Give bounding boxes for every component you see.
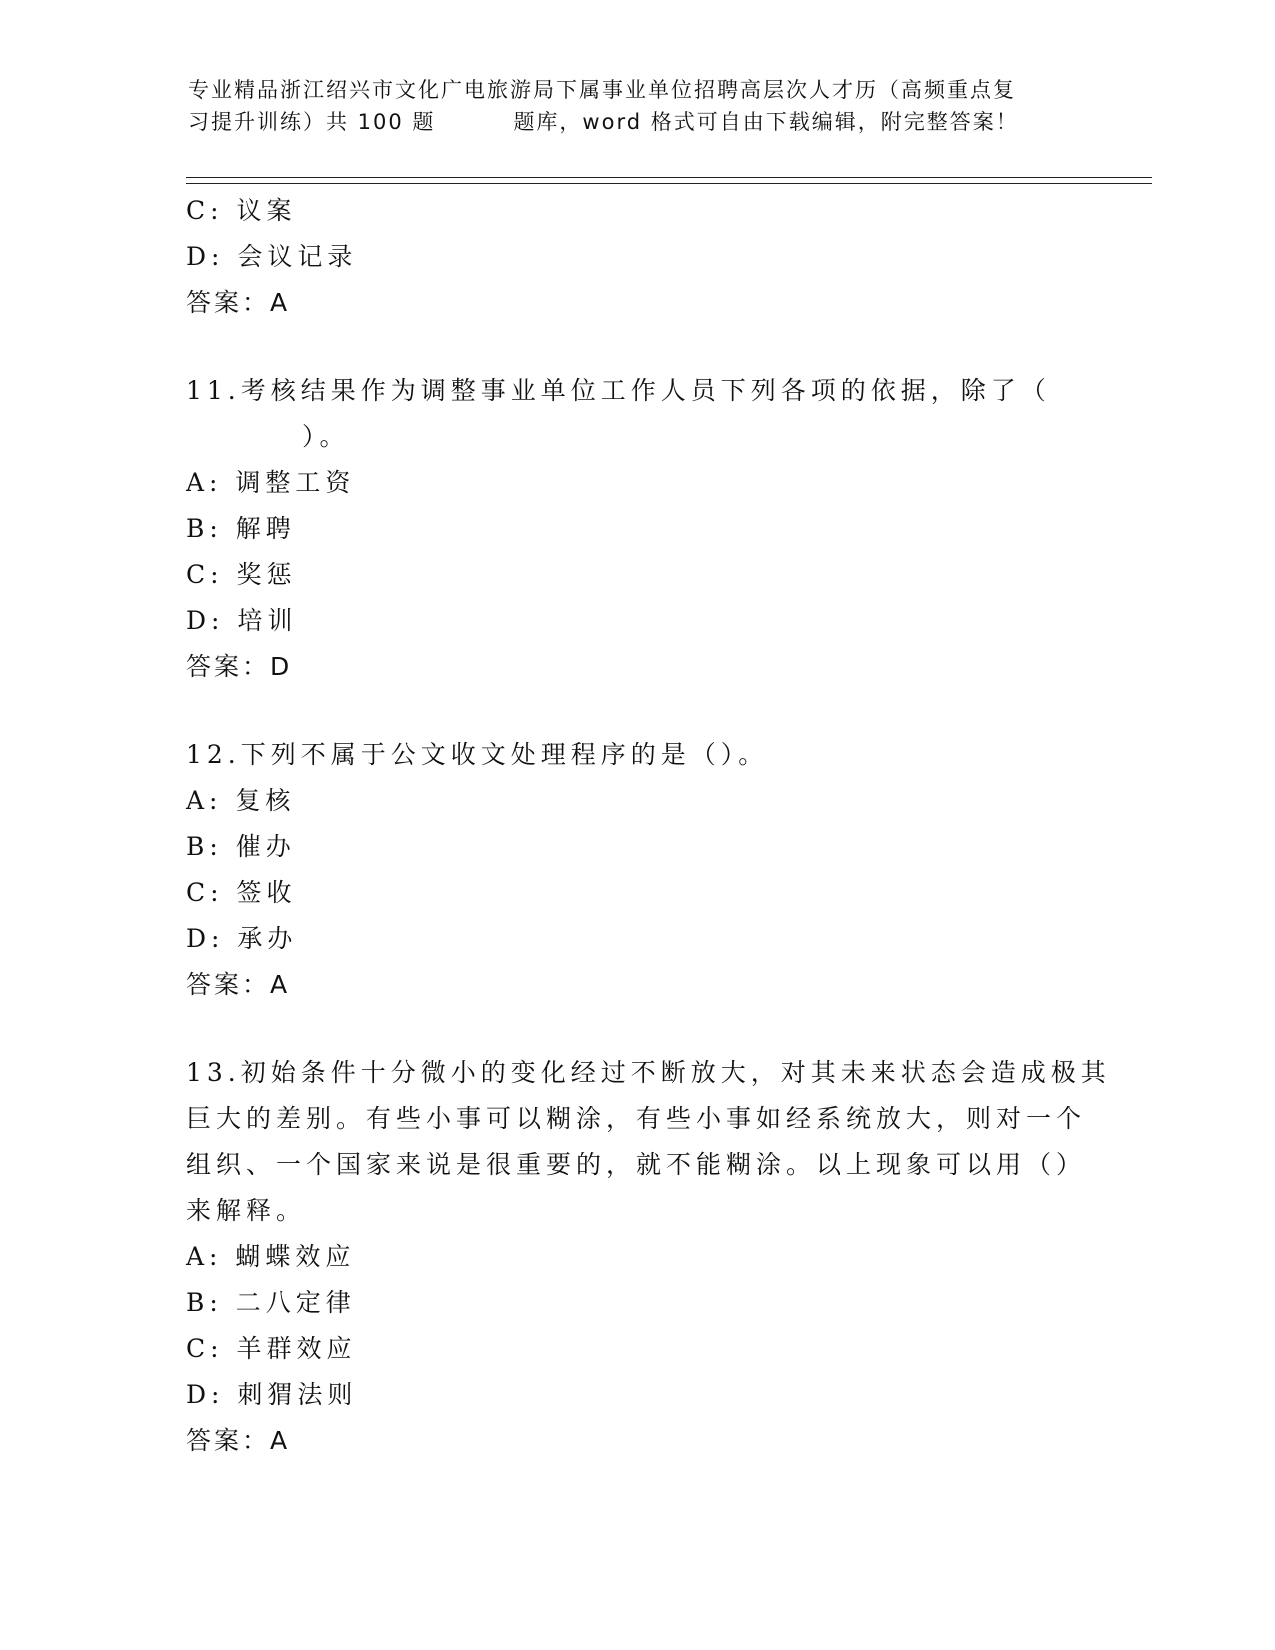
- question-stem-line-2: 巨大的差别。有些小事可以糊涂，有些小事如经系统放大，则对一个: [186, 1104, 1087, 1133]
- document-header: [188, 74, 1088, 138]
- option-b: B: 解聘: [186, 514, 296, 543]
- option-d: D: 刺猬法则: [186, 1380, 358, 1409]
- question-stem: 11.考核结果作为调整事业单位工作人员下列各项的依据，除了（: [186, 376, 1051, 405]
- question-10-tail: [186, 188, 1086, 326]
- option-c: C: 奖惩: [186, 560, 297, 589]
- option-a: A: 复核: [186, 786, 296, 815]
- header-rule-top: [186, 177, 1152, 178]
- header-rule-bottom: [186, 183, 1152, 184]
- answer-line: 答案：D: [186, 652, 293, 681]
- header-line-2: [188, 106, 1088, 138]
- question-stem-line-3: 组织、一个国家来说是很重要的，就不能糊涂。以上现象可以用（）: [186, 1150, 1087, 1179]
- option-c: C: 议案: [186, 196, 297, 225]
- option-c: C: 羊群效应: [186, 1334, 357, 1363]
- option-b: B: 催办: [186, 832, 296, 861]
- question-13: [186, 1050, 1111, 1464]
- header-line-1: 专业精品浙江绍兴市文化广电旅游局下属事业单位招聘高层次人才历（高频重点复: [188, 78, 1016, 102]
- answer-line: 答案：A: [186, 970, 291, 999]
- header-line-2-part-1: 习提升训练）共 100 题: [188, 110, 436, 134]
- header-line-2-part-2: 题库，word 格式可自由下载编辑，附完整答案！: [513, 110, 1019, 134]
- question-stem-line-4: 来解释。: [186, 1196, 307, 1225]
- option-b: B: 二八定律: [186, 1288, 356, 1317]
- document-body: [186, 188, 1111, 1464]
- answer-line: 答案：A: [186, 288, 291, 317]
- option-d: D: 培训: [186, 606, 298, 635]
- option-a: A: 蝴蝶效应: [186, 1242, 356, 1271]
- question-stem: 12.下列不属于公文收文处理程序的是（）。: [186, 740, 769, 769]
- question-12: [186, 732, 1086, 1008]
- option-c: C: 签收: [186, 878, 297, 907]
- option-d: D: 会议记录: [186, 242, 358, 271]
- answer-line: 答案：A: [186, 1426, 291, 1455]
- option-a: A: 调整工资: [186, 468, 356, 497]
- option-d: D: 承办: [186, 924, 298, 953]
- question-stem-continued: ）。: [302, 422, 350, 451]
- question-stem-line-1: 13.初始条件十分微小的变化经过不断放大，对其未来状态会造成极其: [186, 1058, 1111, 1087]
- question-11: [186, 368, 1086, 690]
